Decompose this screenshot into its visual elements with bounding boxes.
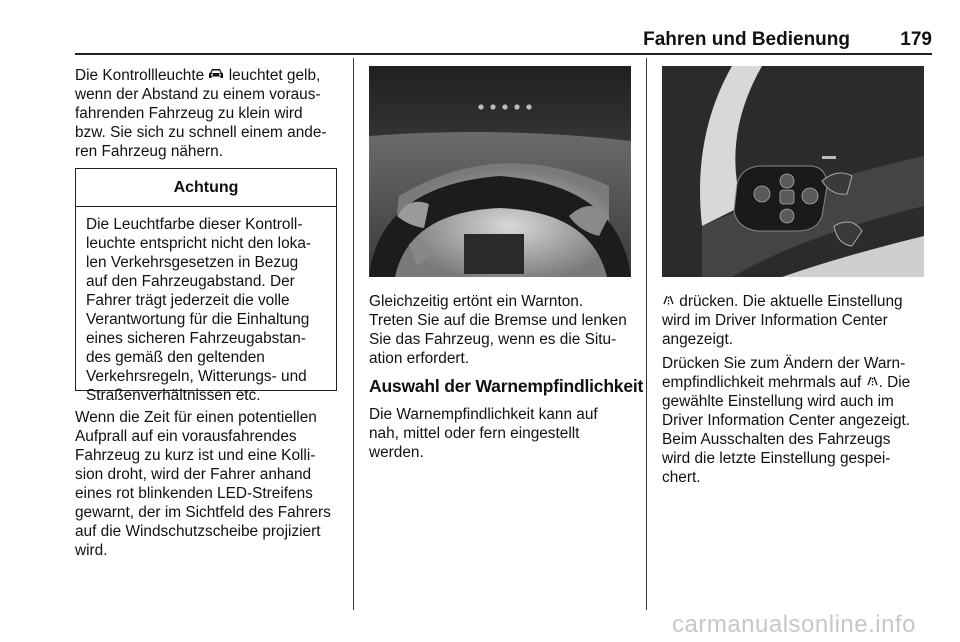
- warning-text: Die Leuchtfarbe dieser Kontroll- leuchte entspricht nicht den loka- len Verkehrsgesetzen in Bezug auf den Fahrzeugabstand. Der Fahrer trägt jederzeit die volle Verantwortung für die Einhaltung eines sicheren Fahrzeugabstan- des gemäß den geltenden Verkehrsregeln, Witterungs- und Straßenverhältnissen etc.: [86, 216, 312, 404]
- intro-paragraph: Die Kontrollleuchte leuchtet gelb, wenn der Abstand zu einem voraus- fahrenden Fahrzeug zu klein wird bzw. Sie sich zu schnell einem ande- ren Fahrzeug nähern.: [75, 67, 327, 160]
- sensitivity-icon: [662, 292, 675, 311]
- column-divider-left: [353, 58, 354, 610]
- sensitivity-paragraph: Die Warnempfindlichkeit kann auf nah, mittel oder fern eingestellt werden.: [369, 406, 598, 461]
- change-sensitivity-paragraph: Drücken Sie zum Ändern der Warn- empfindlichkeit mehrmals auf . Die gewählte Einstellung wird auch im Driver Information Center angezeigt. Beim Ausschalten des Fahrzeugs wird die letzte Einstellung gespei- chert.: [662, 355, 911, 486]
- section-heading: Auswahl der Warnempfindlichkeit: [369, 376, 644, 396]
- press-button-paragraph: drücken. Die aktuelle Einstellung wird im Driver Information Center angezeigt.: [662, 293, 903, 348]
- warning-box: [75, 168, 337, 404]
- collision-warning-paragraph: Wenn die Zeit für einen potentiellen Aufprall auf ein vorausfahrendes Fahrzeug zu kurz ist und eine Kolli- sion droht, wird der Fahrer anhand eines rot blinkenden LED-Streifens gewarnt, der im Sichtfeld des Fahrers auf die Windschutzscheibe projiziert wird.: [75, 409, 331, 559]
- steering-wheel-figure: [662, 66, 924, 277]
- column-divider-right: [646, 58, 647, 610]
- watermark: carmanualsonline.info: [672, 611, 916, 638]
- warning-title: Achtung: [76, 169, 336, 207]
- page-number: 179: [900, 29, 932, 50]
- vehicle-ahead-icon: [208, 66, 224, 85]
- sensitivity-icon: [866, 373, 879, 392]
- dashboard-figure: [369, 66, 631, 277]
- running-header-title: Fahren und Bedienung: [643, 29, 850, 50]
- brake-paragraph: Gleichzeitig ertönt ein Warnton. Treten Sie auf die Bremse und lenken Sie das Fahrzeug, wenn es die Situ- ation erfordert.: [369, 293, 627, 367]
- header-rule: [75, 53, 932, 55]
